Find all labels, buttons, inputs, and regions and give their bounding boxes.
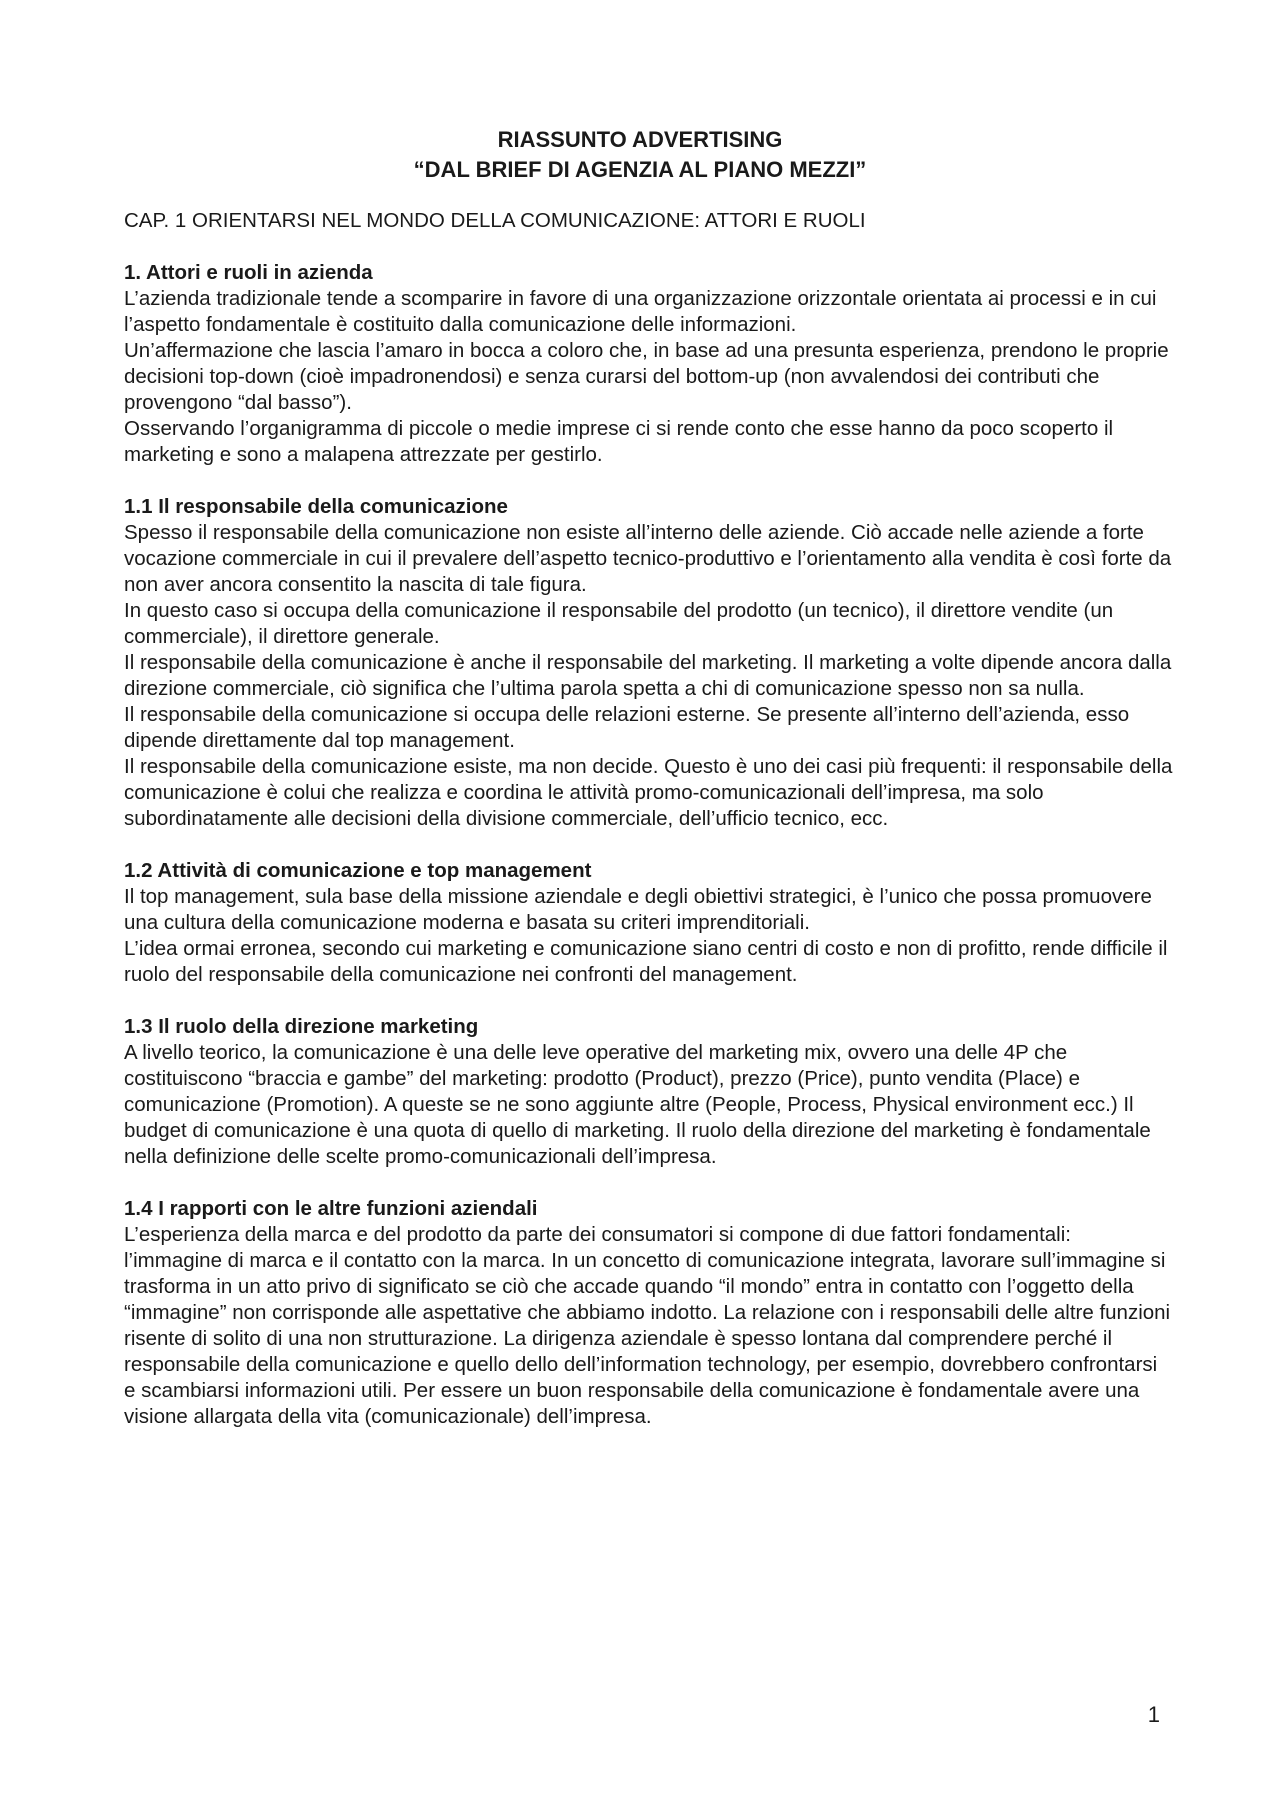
title-line-2: “DAL BRIEF DI AGENZIA AL PIANO MEZZI” — [413, 157, 867, 182]
paragraph: Spesso il responsabile della comunicazione non esiste all’interno delle aziende. Ciò accade nelle aziende a forte vocazione commerciale in cui il prevalere dell’aspetto tecnico-produttivo e l’orientamento alla vendita è così forte da non aver ancora consentito la nascita di tale figura. — [124, 521, 1172, 596]
section-1-1 — [124, 494, 1174, 832]
paragraph: Osservando l’organigramma di piccole o medie imprese ci si rende conto che esse hanno da poco scoperto il marketing e sono a malapena attrezzate per gestirlo. — [124, 417, 1114, 466]
section-heading: 1.3 Il ruolo della direzione marketing — [124, 1015, 479, 1038]
chapter-heading: CAP. 1 ORIENTARSI NEL MONDO DELLA COMUNICAZIONE: ATTORI E RUOLI — [124, 209, 866, 232]
document-title — [0, 125, 1280, 185]
section-1-2 — [124, 858, 1174, 988]
paragraph: Il responsabile della comunicazione è anche il responsabile del marketing. Il marketing a volte dipende ancora dalla direzione commerciale, ciò significa che l’ultima parola spetta a chi di comunicazione spesso non sa nulla. — [124, 651, 1172, 700]
section-heading: 1.4 I rapporti con le altre funzioni aziendali — [124, 1197, 538, 1220]
paragraph: Un’affermazione che lascia l’amaro in bocca a coloro che, in base ad una presunta esperienza, prendono le proprie decisioni top-down (cioè impadronendosi) e senza curarsi del bottom-up (non avvalendosi dei contributi che provengono “dal basso”). — [124, 339, 1169, 414]
paragraph: In questo caso si occupa della comunicazione il responsabile del prodotto (un tecnico), il direttore vendite (un commerciale), il direttore generale. — [124, 599, 1114, 648]
page-number: 1 — [1147, 1702, 1160, 1727]
paragraph: L’esperienza della marca e del prodotto da parte dei consumatori si compone di due fattori fondamentali: l’immagine di marca e il contatto con la marca. In un concetto di comunicazione integrata, lavorare sull’immagine si trasforma in un atto privo di significato se ciò che accade quando “il mondo” entra in contatto con l’oggetto della “immagine” non corrisponde alle aspettative che abbiamo indotto. La relazione con i responsabili delle altre funzioni risente di solito di una non strutturazione. La dirigenza aziendale è spesso lontana dal comprendere perché il responsabile della comunicazione e quello dello dell’information technology, per esempio, dovrebbero confrontarsi e scambiarsi informazioni utili. Per essere un buon responsabile della comunicazione è fondamentale avere una visione allargata della vita (comunicazionale) dell’impresa. — [124, 1223, 1171, 1428]
title-line-1: RIASSUNTO ADVERTISING — [497, 127, 783, 152]
section-1-3 — [124, 1014, 1174, 1170]
paragraph: Il top management, sula base della missione aziendale e degli obiettivi strategici, è l’unico che possa promuovere una cultura della comunicazione moderna e basata su criteri imprenditoriali. — [124, 885, 1152, 934]
paragraph: Il responsabile della comunicazione esiste, ma non decide. Questo è uno dei casi più frequenti: il responsabile della comunicazione è colui che realizza e coordina le attività promo-comunicazionali dell’impresa, ma solo subordinatamente alle decisioni della divisione commerciale, dell’ufficio tecnico, ecc. — [124, 755, 1173, 830]
section-heading: 1.1 Il responsabile della comunicazione — [124, 495, 508, 518]
paragraph: Il responsabile della comunicazione si occupa delle relazioni esterne. Se presente all’interno dell’azienda, esso dipende direttamente dal top management. — [124, 703, 1130, 752]
document-body — [124, 208, 1174, 1456]
section-heading: 1. Attori e ruoli in azienda — [124, 261, 373, 284]
paragraph: L’idea ormai erronea, secondo cui marketing e comunicazione siano centri di costo e non di profitto, rende difficile il ruolo del responsabile della comunicazione nei confronti del management. — [124, 937, 1168, 986]
paragraph: A livello teorico, la comunicazione è una delle leve operative del marketing mix, ovvero una delle 4P che costituiscono “braccia e gambe” del marketing: prodotto (Product), prezzo (Price), punto vendita (Place) e comunicazione (Promotion). A queste se ne sono aggiunte altre (People, Process, Physical environment ecc.) Il budget di comunicazione è una quota di quello di marketing. Il ruolo della direzione del marketing è fondamentale nella definizione delle scelte promo-comunicazionali dell’impresa. — [124, 1041, 1151, 1168]
paragraph: L’azienda tradizionale tende a scomparire in favore di una organizzazione orizzontale orientata ai processi e in cui l’aspetto fondamentale è costituito dalla comunicazione delle informazioni. — [124, 287, 1157, 336]
section-1 — [124, 260, 1174, 468]
section-1-4 — [124, 1196, 1174, 1430]
section-heading: 1.2 Attività di comunicazione e top management — [124, 859, 592, 882]
